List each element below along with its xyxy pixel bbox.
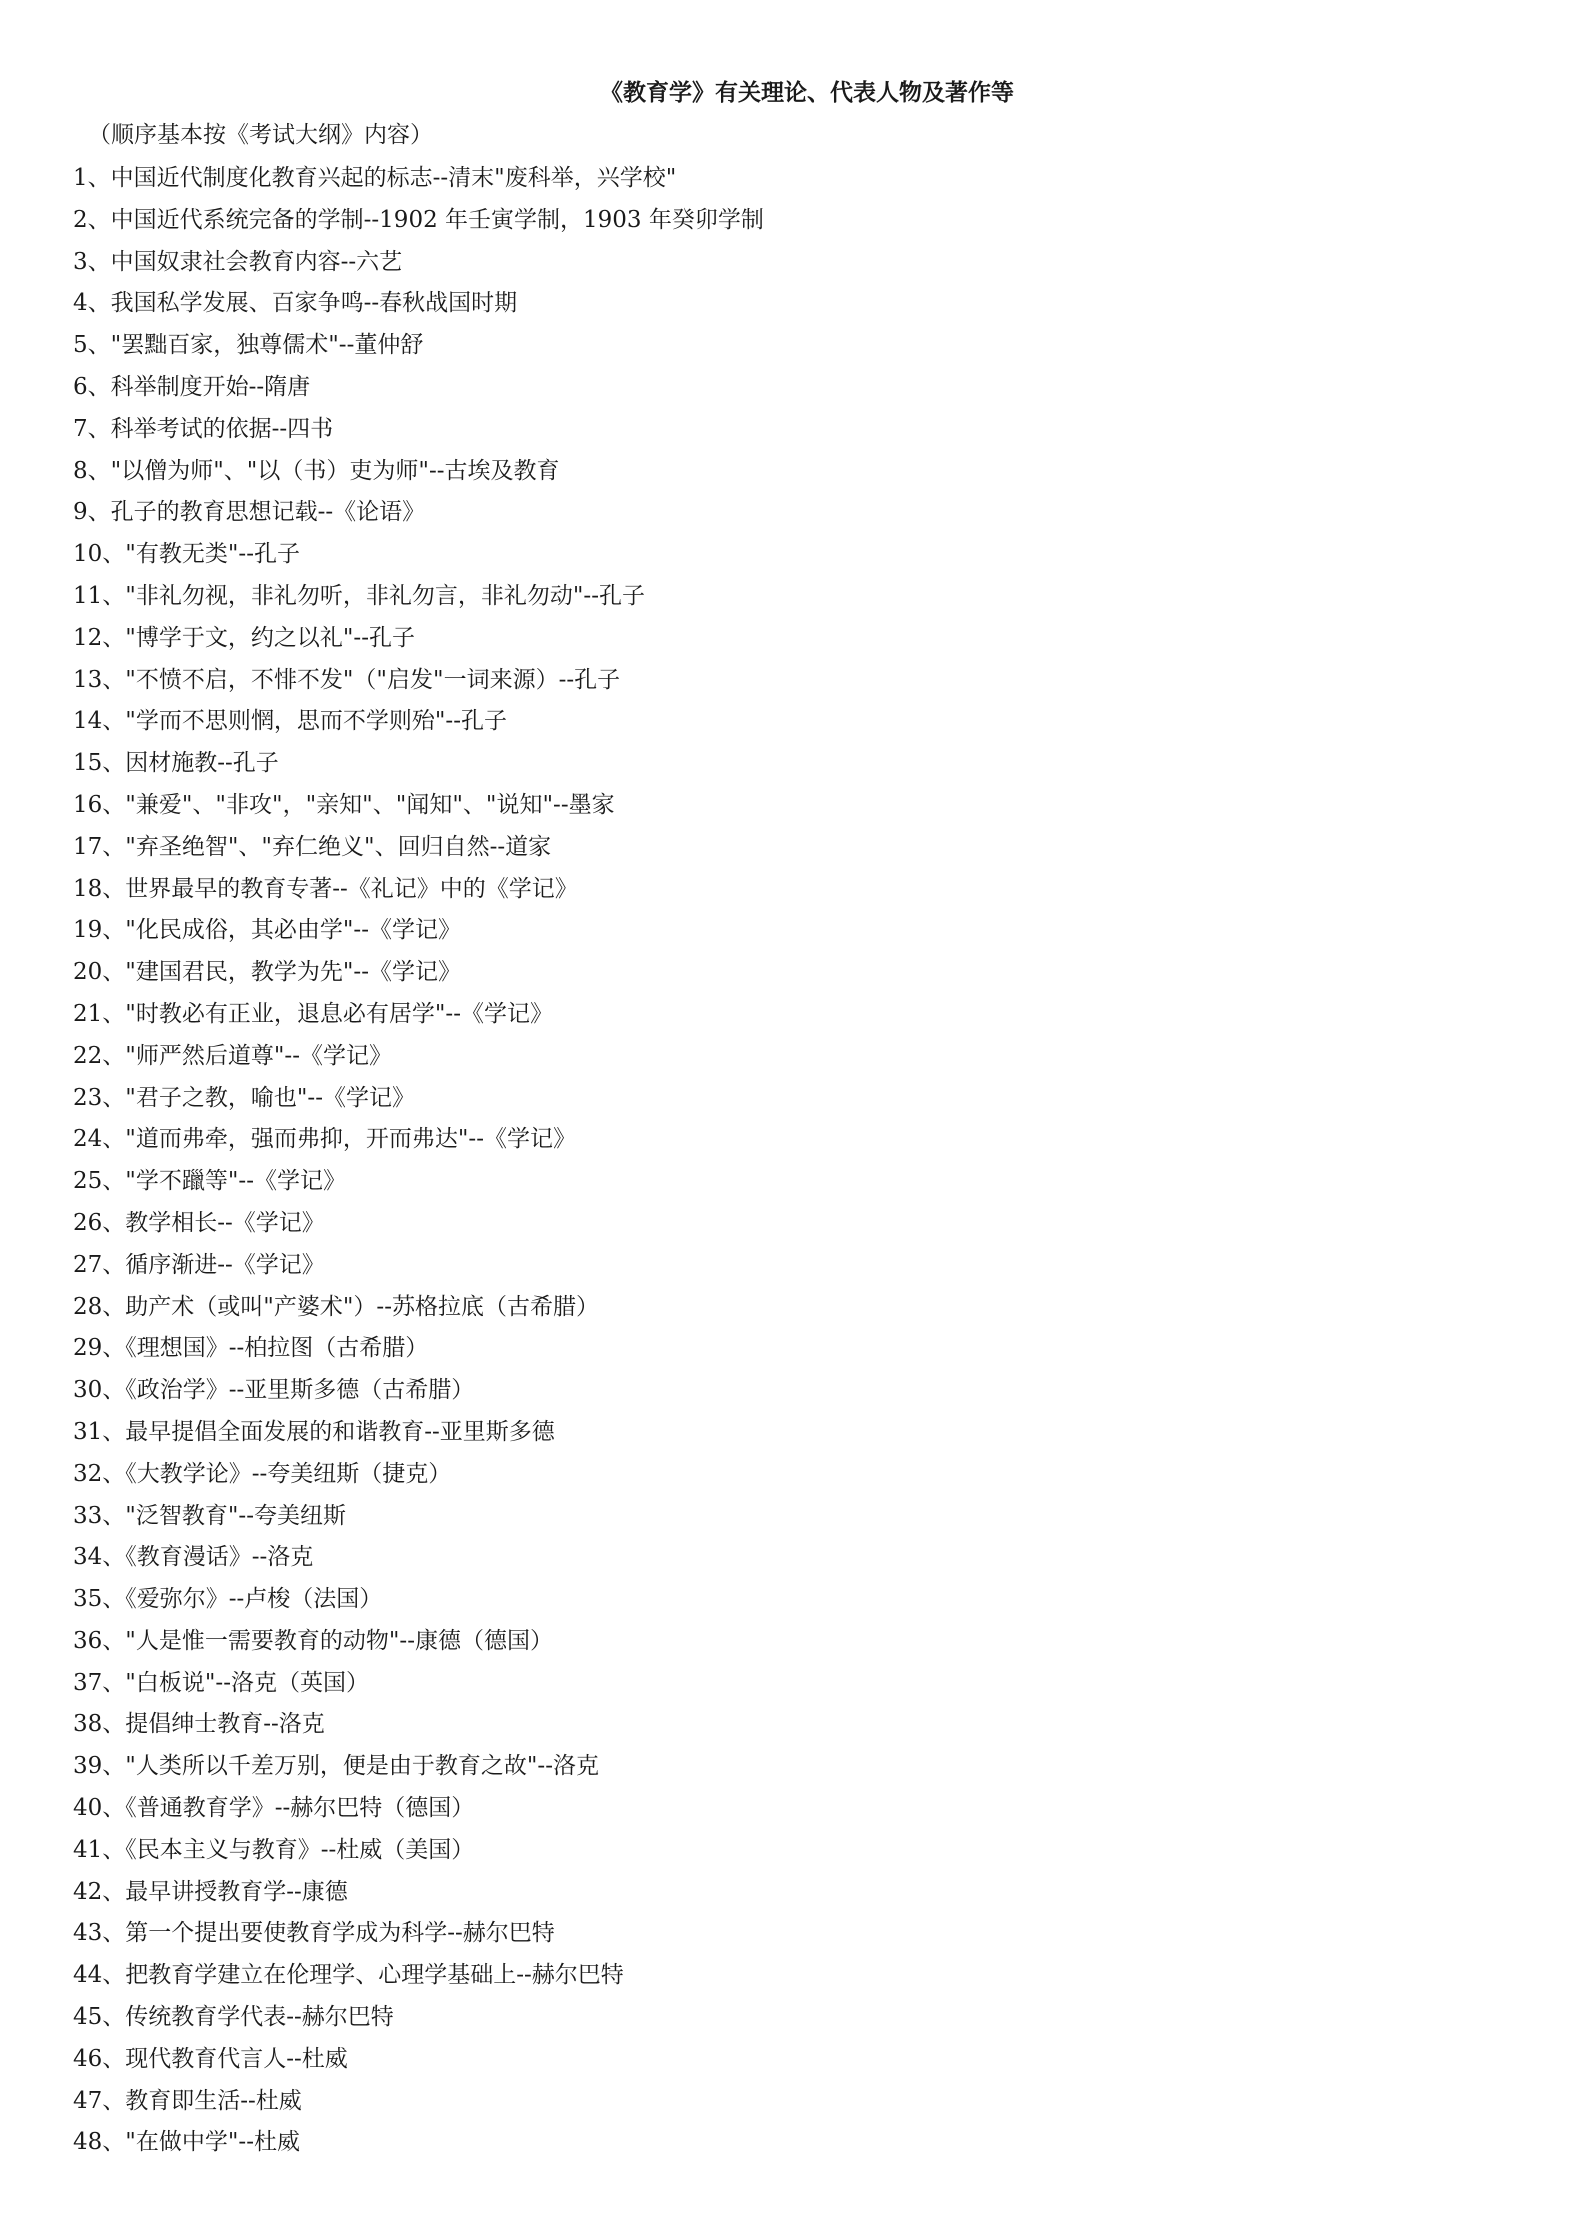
list-item: 33、"泛智教育"--夸美纽斯 [73, 1502, 346, 1529]
document-subtitle: （顺序基本按《考试大纲》内容） [88, 122, 433, 148]
list-item: 23、"君子之教，喻也"--《学记》 [73, 1084, 415, 1111]
list-item: 13、"不愤不启，不悱不发"（"启发"一词来源）--孔子 [73, 666, 621, 693]
list-item: 1、中国近代制度化教育兴起的标志--清末"废科举，兴学校" [73, 165, 677, 191]
list-item: 25、"学不躐等"--《学记》 [73, 1168, 346, 1195]
list-item: 26、教学相长--《学记》 [73, 1209, 325, 1236]
list-item: 28、助产术（或叫"产婆术"）--苏格拉底（古希腊） [73, 1293, 599, 1320]
item-list [73, 163, 764, 2169]
list-item: 2、中国近代系统完备的学制--1902 年壬寅学制，1903 年癸卯学制 [73, 206, 764, 233]
list-item: 45、传统教育学代表--赫尔巴特 [73, 2004, 394, 2031]
list-item: 31、最早提倡全面发展的和谐教育--亚里斯多德 [73, 1418, 555, 1445]
list-item: 7、科举考试的依据--四书 [73, 415, 334, 442]
list-item: 21、"时教必有正业，退息必有居学"--《学记》 [73, 1000, 553, 1027]
list-item: 43、第一个提出要使教育学成为科学--赫尔巴特 [73, 1920, 555, 1947]
list-item: 6、科举制度开始--隋唐 [73, 373, 311, 400]
list-item: 17、"弃圣绝智"、"弃仁绝义"、回归自然--道家 [73, 833, 552, 860]
document-title: 《教育学》有关理论、代表人物及著作等 [600, 79, 1014, 106]
list-item: 30、《政治学》--亚里斯多德（古希腊） [73, 1377, 475, 1404]
list-item: 14、"学而不思则惘，思而不学则殆"--孔子 [73, 708, 507, 735]
list-item: 20、"建国君民，教学为先"--《学记》 [73, 959, 461, 986]
list-item: 39、"人类所以千差万别，便是由于教育之故"--洛克 [73, 1753, 599, 1780]
list-item: 32、《大教学论》--夸美纽斯（捷克） [73, 1460, 452, 1487]
list-item: 34、《教育漫话》--洛克 [73, 1544, 314, 1571]
list-item: 8、"以僧为师"、"以（书）吏为师"--古埃及教育 [73, 457, 560, 484]
list-item: 10、"有教无类"--孔子 [73, 541, 300, 568]
list-item: 42、最早讲授教育学--康德 [73, 1878, 348, 1905]
list-item: 41、《民本主义与教育》--杜威（美国） [73, 1836, 475, 1863]
list-item: 18、世界最早的教育专著--《礼记》中的《学记》 [73, 875, 578, 902]
list-item: 5、"罢黜百家，独尊儒术"--董仲舒 [73, 332, 424, 359]
list-item: 22、"师严然后道尊"--《学记》 [73, 1042, 392, 1069]
list-item: 19、"化民成俗，其必由学"--《学记》 [73, 917, 461, 944]
list-item: 24、"道而弗牵，强而弗抑，开而弗达"--《学记》 [73, 1126, 576, 1153]
list-item: 27、循序渐进--《学记》 [73, 1251, 325, 1278]
list-item: 29、《理想国》--柏拉图（古希腊） [73, 1335, 429, 1362]
list-item: 44、把教育学建立在伦理学、心理学基础上--赫尔巴特 [73, 1962, 624, 1989]
list-item: 3、中国奴隶社会教育内容--六艺 [73, 248, 403, 275]
list-item: 48、"在做中学"--杜威 [73, 2129, 300, 2156]
list-item: 11、"非礼勿视，非礼勿听，非礼勿言，非礼勿动"--孔子 [73, 582, 645, 609]
list-item: 12、"博学于文，约之以礼"--孔子 [73, 624, 415, 651]
list-item: 9、孔子的教育思想记载--《论语》 [73, 499, 426, 526]
list-item: 46、现代教育代言人--杜威 [73, 2045, 348, 2072]
list-item: 15、因材施教--孔子 [73, 750, 279, 777]
list-item: 38、提倡绅士教育--洛克 [73, 1711, 325, 1738]
list-item: 47、教育即生活--杜威 [73, 2087, 302, 2114]
list-item: 35、《爱弥尔》--卢梭（法国） [73, 1586, 383, 1613]
list-item: 40、《普通教育学》--赫尔巴特（德国） [73, 1795, 475, 1822]
list-item: 4、我国私学发展、百家争鸣--春秋战国时期 [73, 290, 518, 317]
list-item: 36、"人是惟一需要教育的动物"--康德（德国） [73, 1627, 553, 1654]
list-item: 37、"白板说"--洛克（英国） [73, 1669, 369, 1696]
list-item: 16、"兼爱"、"非攻"，"亲知"、"闻知"、"说知"--墨家 [73, 791, 615, 818]
